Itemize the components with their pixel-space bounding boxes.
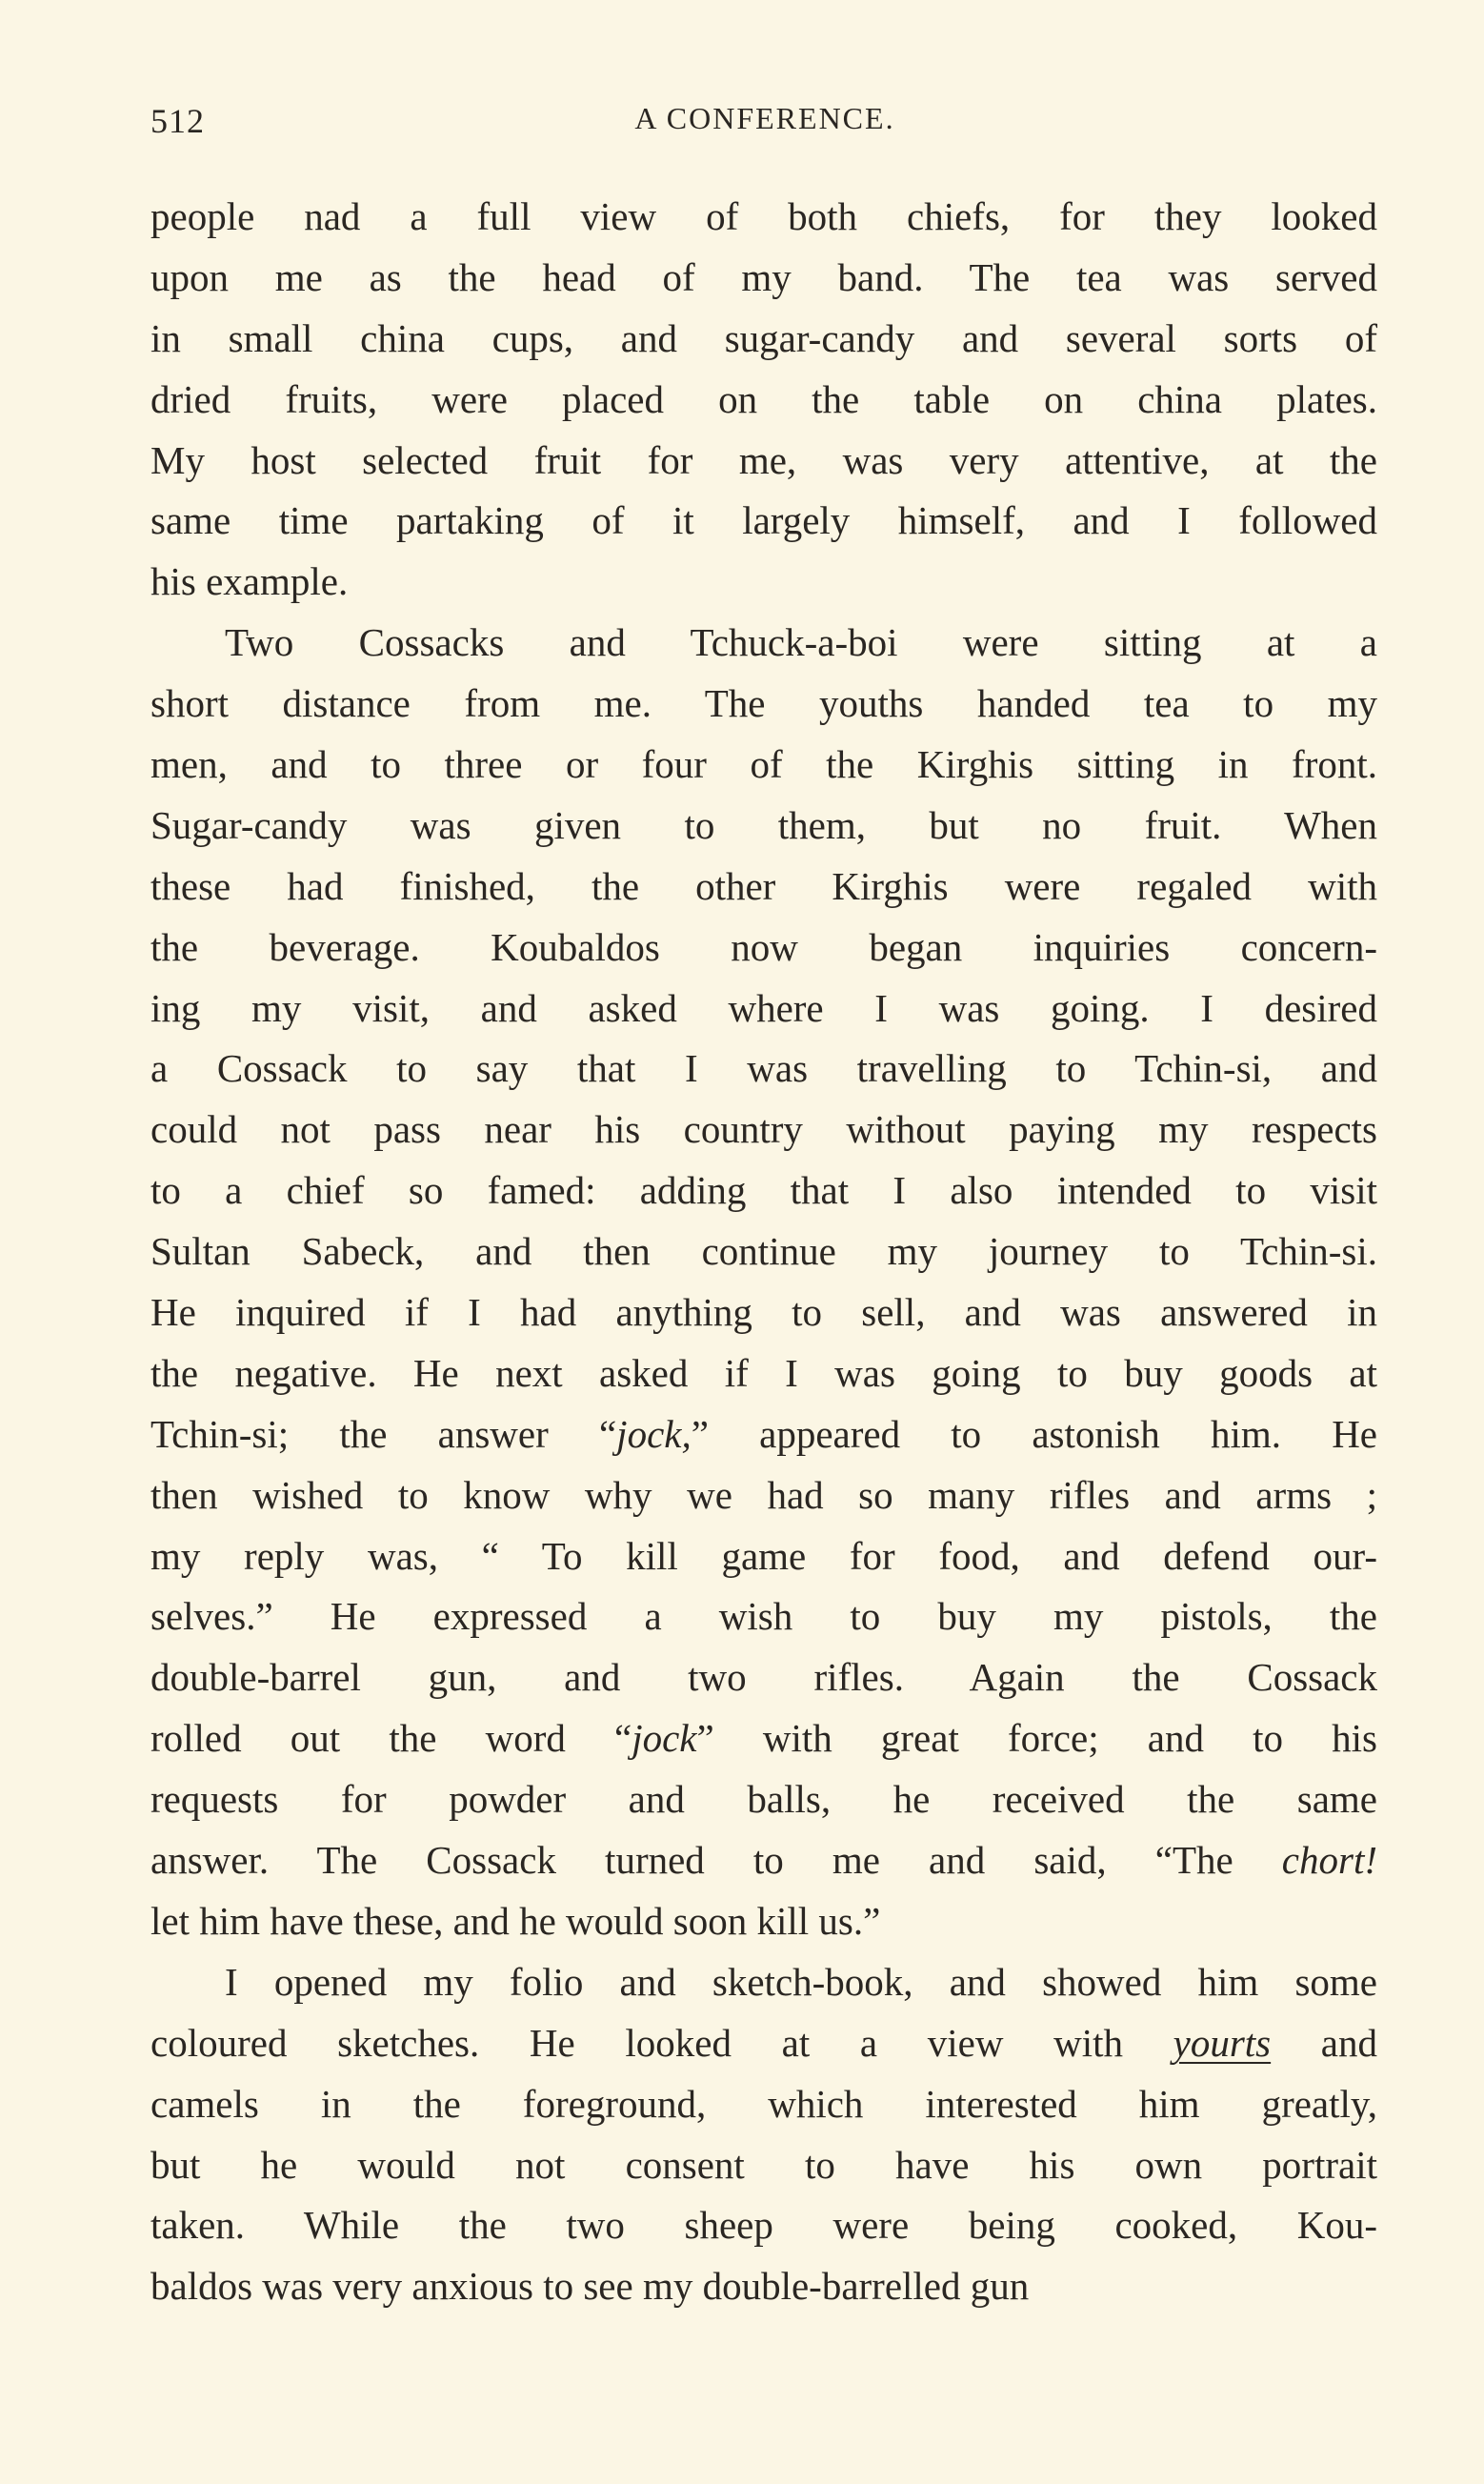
text-line: double-barrel gun, and two rifles. Again the Cossack xyxy=(150,1655,1377,1700)
text-line xyxy=(150,1830,1377,1891)
text-line: My host selected fruit for me, was very attentive, at the xyxy=(150,437,1377,482)
text-line xyxy=(150,2013,1377,2074)
text-line xyxy=(150,1708,1377,1769)
text-line: requests for powder and balls, he received the same xyxy=(150,1777,1377,1822)
text-line: let him have these, and he would soon kill us.” xyxy=(150,1898,881,1943)
text-line: could not pass near his country without paying my respects xyxy=(150,1107,1377,1152)
text-segment: ” with great force; and to his xyxy=(696,1716,1377,1761)
text-line: the beverage. Koubaldos now began inquiries concern- xyxy=(150,924,1377,969)
italic-word: chort! xyxy=(1281,1838,1377,1883)
text-line: my reply was, “ To kill game for food, and defend our- xyxy=(150,1533,1377,1578)
text-line: Sultan Sabeck, and then continue my journey to Tchin-si. xyxy=(150,1229,1377,1274)
text-line: a Cossack to say that I was travelling to Tchin-si, and xyxy=(150,1046,1377,1091)
paragraph xyxy=(150,1952,1377,2317)
text-line: his example. xyxy=(150,559,349,604)
text-line: to a chief so famed: adding that I also intended to visit xyxy=(150,1168,1377,1213)
text-line: Two Cossacks and Tchuck-a-boi were sitting at a xyxy=(225,620,1377,665)
text-line: but he would not consent to have his own portrait xyxy=(150,2142,1377,2187)
text-line: the negative. He next asked if I was going to buy goods at xyxy=(150,1350,1377,1395)
text-line: in small china cups, and sugar-candy and several sorts of xyxy=(150,315,1377,360)
italic-word: jock, xyxy=(616,1411,692,1456)
text-segment: ” appeared to astonish him. He xyxy=(691,1411,1377,1456)
text-line: Sugar-candy was given to them, but no fruit. When xyxy=(150,802,1377,847)
body-text xyxy=(150,187,1377,2317)
text-line: camels in the foreground, which interested him greatly, xyxy=(150,2081,1377,2126)
text-segment: rolled out the word “ xyxy=(150,1716,632,1761)
running-title: A CONFERENCE. xyxy=(634,101,895,135)
italic-word: jock xyxy=(632,1716,697,1761)
paragraph xyxy=(150,613,1377,1952)
text-line: taken. While the two sheep were being cooked, Kou- xyxy=(150,2203,1377,2248)
text-line: dried fruits, were placed on the table on china plates. xyxy=(150,376,1377,421)
italic-word: yourts xyxy=(1173,2020,1272,2065)
text-line: I opened my folio and sketch-book, and showed him some xyxy=(225,1959,1377,2004)
page-number: 512 xyxy=(150,102,205,140)
text-segment: Tchin-si; the answer “ xyxy=(150,1411,617,1456)
text-line: men, and to three or four of the Kirghis sitting in front. xyxy=(150,742,1377,787)
text-line: these had finished, the other Kirghis were regaled with xyxy=(150,863,1377,908)
text-line: He inquired if I had anything to sell, and was answered in xyxy=(150,1290,1377,1335)
text-line: selves.” He expressed a wish to buy my pistols, the xyxy=(150,1594,1377,1639)
text-line: ing my visit, and asked where I was going. I desired xyxy=(150,985,1377,1030)
text-line: then wished to know why we had so many rifles and arms ; xyxy=(150,1472,1377,1517)
text-line: upon me as the head of my band. The tea was served xyxy=(150,254,1377,299)
paragraph xyxy=(150,187,1377,613)
text-line xyxy=(150,1404,1377,1465)
text-segment: and xyxy=(1271,2020,1377,2065)
text-segment: answer. The Cossack turned to me and said, “The xyxy=(150,1838,1282,1883)
text-segment: coloured sketches. He looked at a view with xyxy=(150,2020,1173,2065)
page-header xyxy=(150,101,1379,149)
text-line: people nad a full view of both chiefs, for they looked xyxy=(150,194,1377,238)
text-line: short distance from me. The youths handed tea to my xyxy=(150,681,1377,726)
text-line: baldos was very anxious to see my double-barrelled gun xyxy=(150,2264,1030,2309)
text-line: same time partaking of it largely himself, and I followed xyxy=(150,498,1377,543)
